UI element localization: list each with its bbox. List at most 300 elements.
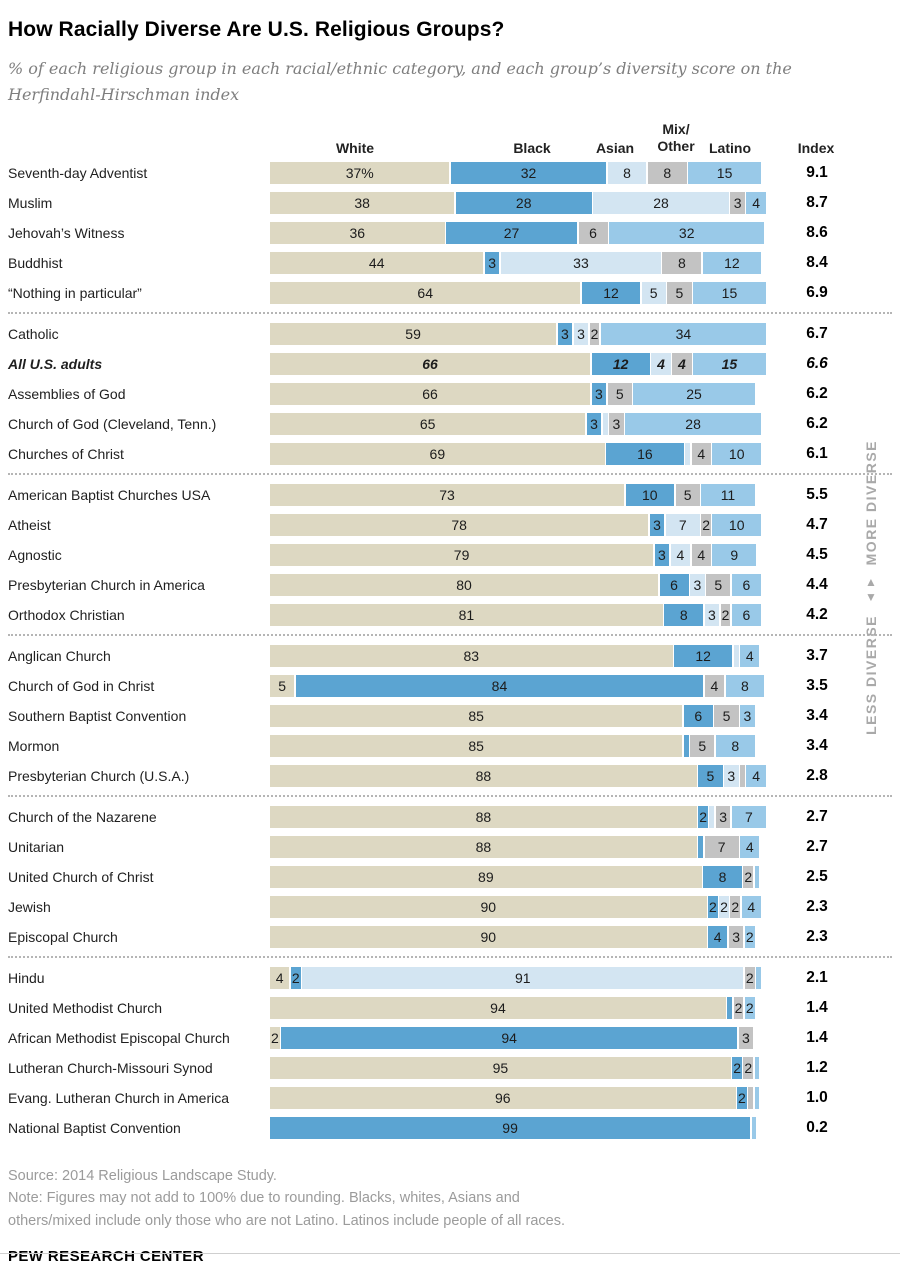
segment-value: 4 [752,194,761,211]
index-value: 3.7 [806,646,828,664]
segment-value: 12 [695,647,711,664]
segment-value: 9 [730,546,739,563]
bar-segment-latino [732,574,761,596]
index-value: 6.7 [806,324,828,342]
index-value: 4.2 [806,605,828,623]
stacked-bar [270,1117,760,1139]
table-row [8,1057,892,1079]
bar-segment-black [727,997,732,1019]
segment-value: 3 [594,385,603,402]
segment-value: 7 [678,516,687,533]
segment-value: 6 [742,606,751,623]
segment-value: 2 [699,808,708,825]
bar-segment-black [587,413,602,435]
table-row [8,896,892,918]
segment-value: 34 [675,325,692,342]
footer-notes [8,1165,900,1232]
bar-segment-asian [671,544,690,566]
note-line-2: others/mixed include only those who are not Latino. Latinos include people of all races. [8,1212,565,1229]
segment-value: 3 [743,707,752,724]
group-label: Jewish [8,898,51,915]
index-value: 4.7 [806,515,828,533]
stacked-bar [270,705,760,727]
bar-segment-latino [740,645,759,667]
segment-value: 88 [475,808,492,825]
bar-segment-white [270,353,590,375]
segment-value: 73 [439,486,455,503]
segment-value: 5 [714,576,723,593]
segment-value: 11 [720,486,736,503]
bar-segment-black [606,443,684,465]
bar-segment-white [270,1027,280,1049]
segment-value: 2 [745,999,754,1016]
segment-value: 3 [658,546,666,563]
bar-segment-latino [693,353,766,375]
table-row [8,514,892,536]
bar-segment-mix [648,162,687,184]
column-header-asian: Asian [595,139,635,156]
segment-value: 7 [717,838,726,855]
group-label: Anglican Church [8,647,111,664]
bar-segment-white [270,222,445,244]
segment-value: 25 [686,385,702,402]
bar-segment-latino [625,413,761,435]
bar-segment-black [684,735,689,757]
bar-segment-latino [745,997,755,1019]
segment-value: 3 [693,576,702,593]
bar-segment-latino [688,162,761,184]
segment-value: 3 [577,325,585,342]
section-divider [8,634,892,636]
group-label: Hindu [8,969,45,986]
segment-value: 2 [733,1059,741,1076]
segment-value: 3 [590,415,598,432]
bar-segment-mix [662,252,701,274]
stacked-bar [270,926,760,948]
bar-segment-asian [705,604,720,626]
segment-value: 3 [653,516,661,533]
bar-segment-latino [601,323,766,345]
group-label: Buddhist [8,254,63,271]
stacked-bar [270,162,760,184]
bar-segment-latino [746,765,765,787]
segment-value: 78 [451,516,467,533]
bar-segment-mix [701,514,711,536]
group-label: Lutheran Church-Missouri Synod [8,1059,213,1076]
segment-value: 2 [745,928,754,945]
bar-segment-mix [608,383,632,405]
bar-segment-asian [642,282,666,304]
bar-segment-mix [730,192,745,214]
bar-segment-mix [579,222,608,244]
bar-segment-mix [739,1027,754,1049]
table-row [8,967,892,989]
pew-research-center-logo: PEW RESEARCH CENTER [8,1248,204,1266]
bar-segment-white [270,896,707,918]
chart-subtitle: % of each religious group in each racial/ethnic category, and each group’s diversity score on the Herfindahl-Hirschman index [8,59,792,104]
stacked-bar [270,645,760,667]
index-value: 2.1 [806,968,828,986]
segment-value: 94 [490,999,506,1016]
segment-value: 12 [724,254,740,271]
group-label: Unitarian [8,838,65,855]
segment-value: 88 [475,838,492,855]
segment-value: 4 [710,677,719,694]
bar-segment-black [592,353,650,375]
bar-segment-latino [745,926,755,948]
index-value: 6.2 [806,384,828,402]
stacked-bar [270,514,760,536]
index-value: 2.8 [806,766,828,784]
group-label: Mormon [8,737,60,754]
bar-segment-latino [633,383,754,405]
bar-segment-white [270,192,454,214]
bar-segment-latino [609,222,764,244]
index-value: 1.2 [806,1058,828,1076]
segment-value: 36 [349,224,366,241]
group-label: Episcopal Church [8,928,118,945]
bar-segment-asian [685,443,690,465]
segment-value: 2 [721,606,730,623]
bar-segment-mix [676,484,700,506]
segment-value: 4 [677,355,686,372]
bar-segment-black [703,866,742,888]
bar-segment-latino [740,836,759,858]
bar-segment-mix [743,866,753,888]
segment-value: 5 [683,486,692,503]
segment-value: 4 [745,647,754,664]
bar-segment-mix [730,896,740,918]
stacked-bar [270,1057,760,1079]
segment-value: 4 [657,355,665,372]
bar-segment-white [270,866,702,888]
group-label: African Methodist Episcopal Church [8,1029,230,1046]
bar-segment-mix [690,735,714,757]
index-value: 8.7 [806,193,828,211]
bar-segment-latino [726,675,765,697]
stacked-bar [270,997,760,1019]
bar-segment-latino [755,1057,760,1079]
segment-value: 15 [716,164,733,181]
index-value: 6.6 [806,354,828,372]
segment-value: 8 [718,868,727,885]
segment-value: 2 [738,1089,746,1106]
stacked-bar [270,252,760,274]
index-value: 2.3 [806,927,828,945]
group-label: Church of God in Christ [8,677,155,694]
segment-value: 64 [417,284,433,301]
table-row [8,604,892,626]
bar-segment-latino [755,866,760,888]
arrow-down-icon: ▼ [865,590,877,605]
bar-segment-latino [746,192,765,214]
stacked-bar [270,604,760,626]
table-row [8,222,892,244]
table-row [8,544,892,566]
bar-segment-white [270,514,648,536]
table-row [8,806,892,828]
segment-value: 28 [653,194,669,211]
segment-value: 8 [623,164,631,181]
segment-value: 65 [419,415,436,432]
bar-segment-latino [701,484,754,506]
segment-value: 27 [503,224,520,241]
index-value: 6.9 [806,283,828,301]
segment-value: 8 [741,677,749,694]
bar-segment-latino [693,282,766,304]
bar-segment-mix [706,574,730,596]
bar-segment-asian [724,765,739,787]
bar-segment-mix [740,765,745,787]
bar-segment-mix [734,997,744,1019]
segment-value: 79 [453,546,470,563]
group-label: Assemblies of God [8,385,126,402]
table-row [8,765,892,787]
bar-segment-asian [709,806,714,828]
bar-segment-mix [705,836,739,858]
stacked-bar [270,967,760,989]
bar-segment-mix [748,1087,753,1109]
table-row [8,162,892,184]
segment-value: 94 [501,1029,517,1046]
less-diverse-label: LESS DIVERSE [863,615,879,736]
segment-value: 5 [706,767,715,784]
bar-segment-white [270,675,294,697]
column-header-index: Index [797,139,835,156]
index-value: 9.1 [806,163,828,181]
bar-segment-asian [501,252,661,274]
bar-segment-mix [729,926,744,948]
bar-segment-white [270,806,697,828]
bar-segment-white [270,604,663,626]
bar-segment-mix [705,675,724,697]
section-divider [8,312,892,314]
bar-segment-black [708,926,727,948]
bar-segment-latino [712,514,761,536]
segment-value: 38 [354,194,370,211]
segment-value: 66 [422,355,438,372]
segment-value: 3 [719,808,727,825]
stacked-bar [270,765,760,787]
segment-value: 28 [515,194,532,211]
segment-value: 85 [468,737,484,754]
bar-segment-white [270,162,449,184]
segment-value: 2 [744,1059,753,1076]
bar-segment-mix [667,282,691,304]
bar-segment-black [732,1057,742,1079]
diversity-axis [856,440,886,788]
arrow-up-icon: ▲ [865,575,877,590]
bar-segment-white [270,323,556,345]
segment-value: 2 [270,1029,279,1046]
segment-value: 33 [573,254,589,271]
bottom-divider [0,1253,900,1254]
stacked-bar [270,1027,760,1049]
bar-segment-white [270,735,682,757]
bar-segment-asian [608,162,647,184]
segment-value: 5 [675,284,684,301]
bar-segment-white [270,836,697,858]
index-value: 3.4 [806,706,828,724]
table-row [8,705,892,727]
segment-value: 4 [713,928,722,945]
bar-segment-black [698,806,708,828]
group-label: “Nothing in particular” [8,284,142,301]
segment-value: 3 [727,767,736,784]
table-row [8,645,892,667]
segment-value: 10 [728,445,745,462]
bar-segment-black [446,222,577,244]
index-value: 4.4 [806,575,828,593]
segment-value: 5 [722,707,731,724]
bar-segment-black [582,282,640,304]
column-header-black: Black [513,139,551,156]
bar-segment-black [737,1087,747,1109]
segment-value: 3 [561,325,569,342]
stacked-bar [270,735,760,757]
segment-value: 32 [520,164,537,181]
bar-rows [8,162,892,1139]
segment-value: 80 [456,576,472,593]
bar-segment-asian [719,896,729,918]
bar-segment-mix [590,323,600,345]
group-label: Church of the Nazarene [8,808,157,825]
segment-value: 3 [733,194,742,211]
group-label: Catholic [8,325,59,342]
column-header-white: White [335,139,375,156]
segment-value: 4 [752,767,761,784]
segment-value: 4 [697,445,706,462]
stacked-bar [270,866,760,888]
bar-segment-black [451,162,606,184]
group-label: Muslim [8,194,53,211]
bar-segment-latino [742,896,761,918]
bar-segment-asian [690,574,705,596]
group-label: Seventh-day Adventist [8,164,148,181]
bar-segment-white [270,282,580,304]
bar-segment-white [270,413,585,435]
bar-segment-white [270,705,682,727]
bar-segment-white [270,383,590,405]
segment-value: 3 [741,1029,750,1046]
bar-segment-asian [651,353,670,375]
bar-segment-black [664,604,703,626]
bar-segment-mix [716,806,731,828]
segment-value: 15 [721,355,738,372]
stacked-bar [270,323,760,345]
index-value: 4.5 [806,545,828,563]
bar-segment-latino [755,1087,760,1109]
stacked-bar [270,413,760,435]
bar-segment-mix [721,604,731,626]
section-divider [8,795,892,797]
bar-segment-latino [716,735,755,757]
segment-value: 8 [663,164,672,181]
source-line: Source: 2014 Religious Landscape Study. [8,1167,277,1184]
table-row [8,383,892,405]
table-row [8,997,892,1019]
bar-segment-black [270,1117,750,1139]
segment-value: 3 [488,254,497,271]
segment-value: 2 [708,898,717,915]
section-divider [8,473,892,475]
segment-value: 7 [744,808,753,825]
bar-segment-mix [714,705,738,727]
segment-value: 81 [458,606,475,623]
index-value: 0.2 [806,1118,828,1136]
segment-value: 4 [697,546,706,563]
bar-segment-black [281,1027,737,1049]
group-label: Agnostic [8,546,62,563]
bar-segment-white [270,574,658,596]
bar-segment-white [270,544,653,566]
bar-segment-latino [732,604,761,626]
table-row [8,1027,892,1049]
group-label: All U.S. adults [8,355,103,372]
index-value: 8.4 [806,253,828,271]
table-row [8,836,892,858]
segment-value: 69 [429,445,446,462]
diversity-chart [8,118,892,1139]
stacked-bar [270,192,760,214]
group-label: American Baptist Churches USA [8,486,211,503]
group-label: Atheist [8,516,51,533]
table-row [8,926,892,948]
bar-segment-latino [752,1117,757,1139]
bar-segment-latino [712,544,756,566]
table-row [8,866,892,888]
segment-value: 6 [670,576,678,593]
group-label: Presbyterian Church in America [8,576,205,593]
segment-value: 8 [677,254,686,271]
bar-segment-black [660,574,689,596]
bar-segment-white [270,443,605,465]
index-value: 8.6 [806,223,828,241]
segment-value: 3 [732,928,741,945]
bar-segment-mix [609,413,624,435]
table-row [8,1117,892,1139]
column-headers [8,118,892,158]
segment-value: 6 [742,576,751,593]
index-value: 2.3 [806,897,828,915]
table-row [8,574,892,596]
segment-value: 96 [495,1089,511,1106]
bar-segment-black [684,705,713,727]
segment-value: 15 [721,284,738,301]
table-row [8,675,892,697]
bar-segment-black [708,896,718,918]
stacked-bar [270,1087,760,1109]
group-label: Evang. Lutheran Church in America [8,1089,230,1106]
segment-value: 2 [702,516,711,533]
index-value: 2.7 [806,807,828,825]
bar-segment-white [270,1057,731,1079]
segment-value: 84 [491,677,508,694]
table-row [8,443,892,465]
stacked-bar [270,443,760,465]
table-row [8,282,892,304]
table-row [8,1087,892,1109]
bar-segment-white [270,645,673,667]
segment-value: 91 [514,969,531,986]
bar-segment-white [270,252,483,274]
segment-value: 8 [731,737,740,754]
bar-segment-black [296,675,703,697]
bar-segment-latino [732,806,766,828]
bar-segment-black [456,192,592,214]
group-label: Southern Baptist Convention [8,707,187,724]
segment-value: 5 [615,385,624,402]
